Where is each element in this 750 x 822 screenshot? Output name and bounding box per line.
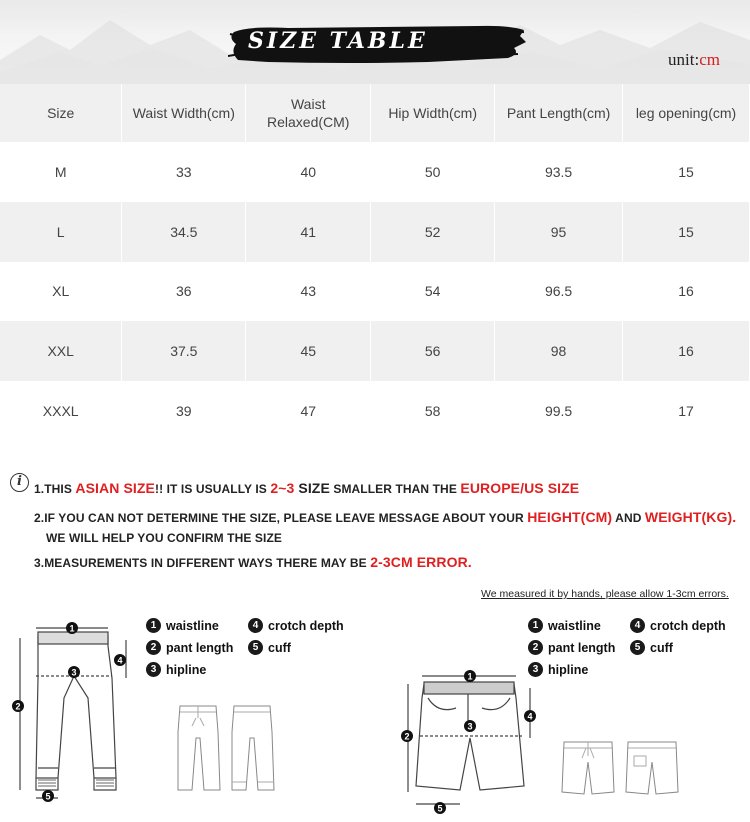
svg-text:4: 4 bbox=[527, 711, 533, 722]
table-cell: 58 bbox=[371, 381, 495, 441]
table-cell: 45 bbox=[246, 321, 371, 381]
size-table-title: SIZE TABLE bbox=[248, 28, 428, 54]
unit-label bbox=[668, 50, 720, 70]
legend-item: 4 crotch depth bbox=[248, 618, 344, 633]
marker-2 bbox=[401, 730, 413, 742]
table-cell: 93.5 bbox=[495, 142, 623, 202]
table-cell: 17 bbox=[623, 381, 750, 441]
table-cell: 54 bbox=[371, 262, 495, 322]
legend-item: 3 hipline bbox=[528, 662, 588, 677]
table-cell: 52 bbox=[371, 202, 495, 262]
table-cell: 99.5 bbox=[495, 381, 623, 441]
svg-text:5: 5 bbox=[437, 803, 443, 814]
note-2: 2.IF YOU CAN NOT DETERMINE THE SIZE, PLEASE LEAVE MESSAGE ABOUT YOUR HEIGHT(CM) AND WEIGHT(KG). bbox=[34, 509, 737, 525]
svg-text:1: 1 bbox=[69, 623, 75, 634]
pants-sketch-back bbox=[228, 702, 278, 794]
column-header: Size bbox=[0, 84, 122, 142]
shorts-sketch-back bbox=[624, 738, 680, 798]
table-cell: 47 bbox=[246, 381, 371, 441]
column-header bbox=[246, 84, 371, 142]
svg-text:1: 1 bbox=[467, 671, 473, 682]
table-cell: 43 bbox=[246, 262, 371, 322]
marker-4 bbox=[114, 654, 126, 666]
table-cell: XXXL bbox=[0, 381, 122, 441]
marker-5 bbox=[434, 802, 446, 814]
unit-prefix: unit: bbox=[668, 50, 700, 69]
table-row bbox=[0, 381, 750, 441]
unit-value: cm bbox=[699, 50, 720, 69]
table-cell: 98 bbox=[495, 321, 623, 381]
svg-text:2: 2 bbox=[404, 731, 410, 742]
marker-3 bbox=[68, 666, 80, 678]
table-cell: 41 bbox=[246, 202, 371, 262]
marker-1 bbox=[464, 670, 476, 682]
table-cell: XXL bbox=[0, 321, 122, 381]
table-cell: 15 bbox=[623, 202, 750, 262]
table-cell: 16 bbox=[623, 262, 750, 322]
table-cell: 37.5 bbox=[122, 321, 246, 381]
column-header-text: Waist Relaxed(CM) bbox=[267, 96, 350, 130]
table-row bbox=[0, 262, 750, 322]
cuff-texture bbox=[38, 780, 114, 786]
svg-text:5: 5 bbox=[45, 791, 51, 802]
table-cell: 50 bbox=[371, 142, 495, 202]
legend-item: 4 crotch depth bbox=[630, 618, 726, 633]
legend-item: 2 pant length bbox=[528, 640, 615, 655]
table-cell: 96.5 bbox=[495, 262, 623, 322]
table-cell: 36 bbox=[122, 262, 246, 322]
table-cell: 15 bbox=[623, 142, 750, 202]
marker-4 bbox=[524, 710, 536, 722]
legend-item: 3 hipline bbox=[146, 662, 206, 677]
long-pants-diagram bbox=[8, 618, 138, 808]
table-row bbox=[0, 142, 750, 202]
shorts-diagram bbox=[398, 668, 548, 818]
note-2-continued: WE WILL HELP YOU CONFIRM THE SIZE bbox=[46, 531, 282, 545]
measured-disclaimer: We measured it by hands, please allow 1-3cm errors. bbox=[481, 588, 729, 600]
pants-sketch-front bbox=[174, 702, 224, 794]
table-cell: 40 bbox=[246, 142, 371, 202]
header-banner bbox=[0, 0, 750, 84]
svg-text:4: 4 bbox=[117, 655, 123, 666]
legend-left bbox=[146, 618, 376, 688]
note-3: 3.MEASUREMENTS IN DIFFERENT WAYS THERE MAY BE 2-3CM ERROR. bbox=[34, 554, 472, 570]
table-cell: 16 bbox=[623, 321, 750, 381]
column-header: leg opening(cm) bbox=[623, 84, 750, 142]
table-cell: M bbox=[0, 142, 122, 202]
marker-1 bbox=[66, 622, 78, 634]
legend-item: 1 waistline bbox=[528, 618, 601, 633]
svg-text:3: 3 bbox=[71, 667, 77, 678]
svg-text:2: 2 bbox=[15, 701, 21, 712]
table-cell: 33 bbox=[122, 142, 246, 202]
marker-2 bbox=[12, 700, 24, 712]
marker-5 bbox=[42, 790, 54, 802]
legend-right bbox=[528, 618, 748, 688]
column-header: Hip Width(cm) bbox=[371, 84, 495, 142]
legend-item: 1 waistline bbox=[146, 618, 219, 633]
svg-text:3: 3 bbox=[467, 721, 473, 732]
table-cell: XL bbox=[0, 262, 122, 322]
column-header: Pant Length(cm) bbox=[495, 84, 623, 142]
table-header-row bbox=[0, 84, 750, 142]
size-table bbox=[0, 84, 750, 441]
table-cell: L bbox=[0, 202, 122, 262]
table-cell: 95 bbox=[495, 202, 623, 262]
shorts-sketch-front bbox=[560, 738, 616, 798]
column-header: Waist Width(cm) bbox=[122, 84, 246, 142]
note-1: 1.THIS ASIAN SIZE!! IT IS USUALLY IS 2~3 SIZE SMALLER THAN THE EUROPE/US SIZE bbox=[34, 480, 580, 496]
table-cell: 34.5 bbox=[122, 202, 246, 262]
legend-item: 5 cuff bbox=[248, 640, 291, 655]
table-row bbox=[0, 202, 750, 262]
info-icon: i bbox=[10, 473, 29, 492]
table-cell: 56 bbox=[371, 321, 495, 381]
table-row bbox=[0, 321, 750, 381]
marker-3 bbox=[464, 720, 476, 732]
legend-item: 2 pant length bbox=[146, 640, 233, 655]
table-cell: 39 bbox=[122, 381, 246, 441]
legend-item: 5 cuff bbox=[630, 640, 673, 655]
